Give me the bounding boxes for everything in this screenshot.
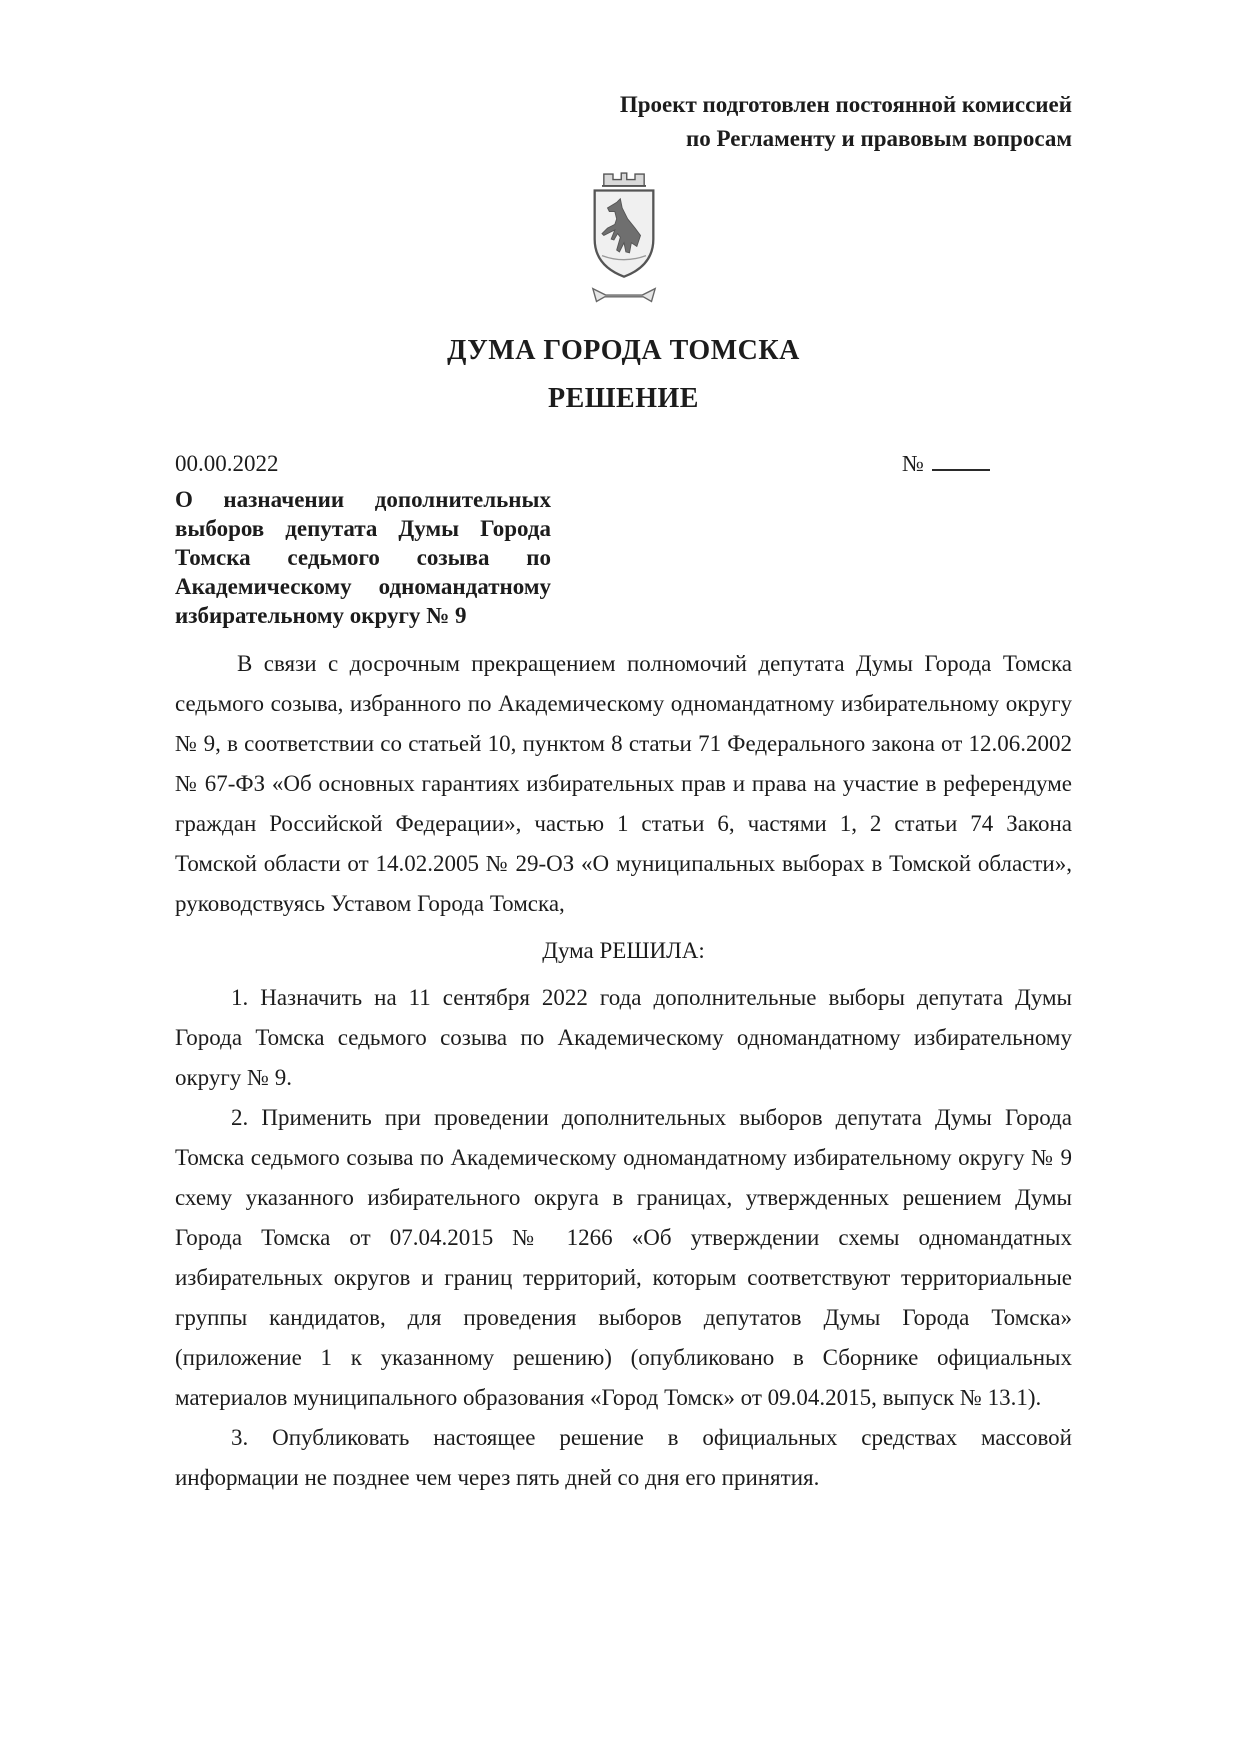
doc-type-title: РЕШЕНИЕ <box>548 383 699 414</box>
resolved-heading: Дума РЕШИЛА: <box>542 938 705 963</box>
resolution-item-3: 3. Опубликовать настоящее решение в официальных средствах массовой информации не позднее чем через пять дней со дня его принятия. <box>175 1425 1072 1490</box>
header-note-line1: Проект подготовлен постоянной комиссией <box>619 92 1072 117</box>
org-title: ДУМА ГОРОДА ТОМСКА <box>447 335 800 366</box>
header-note <box>175 88 1072 156</box>
resolution-item-1: 1. Назначить на 11 сентября 2022 года дополнительные выборы депутата Думы Города Томска седьмого созыва по Академическому одномандатному избирательному округу № 9. <box>175 985 1072 1090</box>
resolution-item-2: 2. Применить при проведении дополнительных выборов депутата Думы Города Томска седьмого созыва по Академическому одномандатному избирательному округу № 9 схему указанного избирательного округа в границах, утвержденных решением Думы Города Томска от 07.04.2015 № 1266 «Об утверждении схемы одномандатных избирательных округов и границ территорий, которым соответствуют территориальные группы кандидатов, для проведения выборов депутатов Думы Города Томска» (приложение 1 к указанному решению) (опубликовано в Сборнике официальных материалов муниципального образования «Город Томск» от 09.04.2015, выпуск № 13.1). <box>175 1105 1072 1410</box>
preamble-paragraph: В связи с досрочным прекращением полномочий депутата Думы Города Томска седьмого созыва, избранного по Академическому одномандатному избирательному округу № 9, в соответствии со статьей 10, пунктом 8 статьи 71 Федерального закона от 12.06.2002 № 67-ФЗ «Об основных гарантиях избирательных прав и права на участие в референдуме граждан Российской Федерации», частью 1 статьи 6, частями 1, 2 статьи 74 Закона Томской области от 14.02.2005 № 29-ОЗ «О муниципальных выборах в Томской области», руководствуясь Уставом Города Томска, <box>175 651 1072 916</box>
date-number-row <box>175 449 1072 479</box>
doc-number-blank-line <box>932 449 990 471</box>
header-note-line2: по Регламенту и правовым вопросам <box>685 126 1072 151</box>
tomsk-coat-of-arms-icon <box>569 162 679 323</box>
document-content <box>175 0 1072 1498</box>
doc-number <box>902 449 1072 479</box>
emblem-container <box>175 162 1072 323</box>
doc-number-label: № <box>902 451 924 476</box>
doc-subject: О назначении дополнительных выборов депутата Думы Города Томска седьмого созыва по Академическому одномандатному избирательному округу № 9 <box>175 487 551 628</box>
doc-date: 00.00.2022 <box>175 451 279 476</box>
